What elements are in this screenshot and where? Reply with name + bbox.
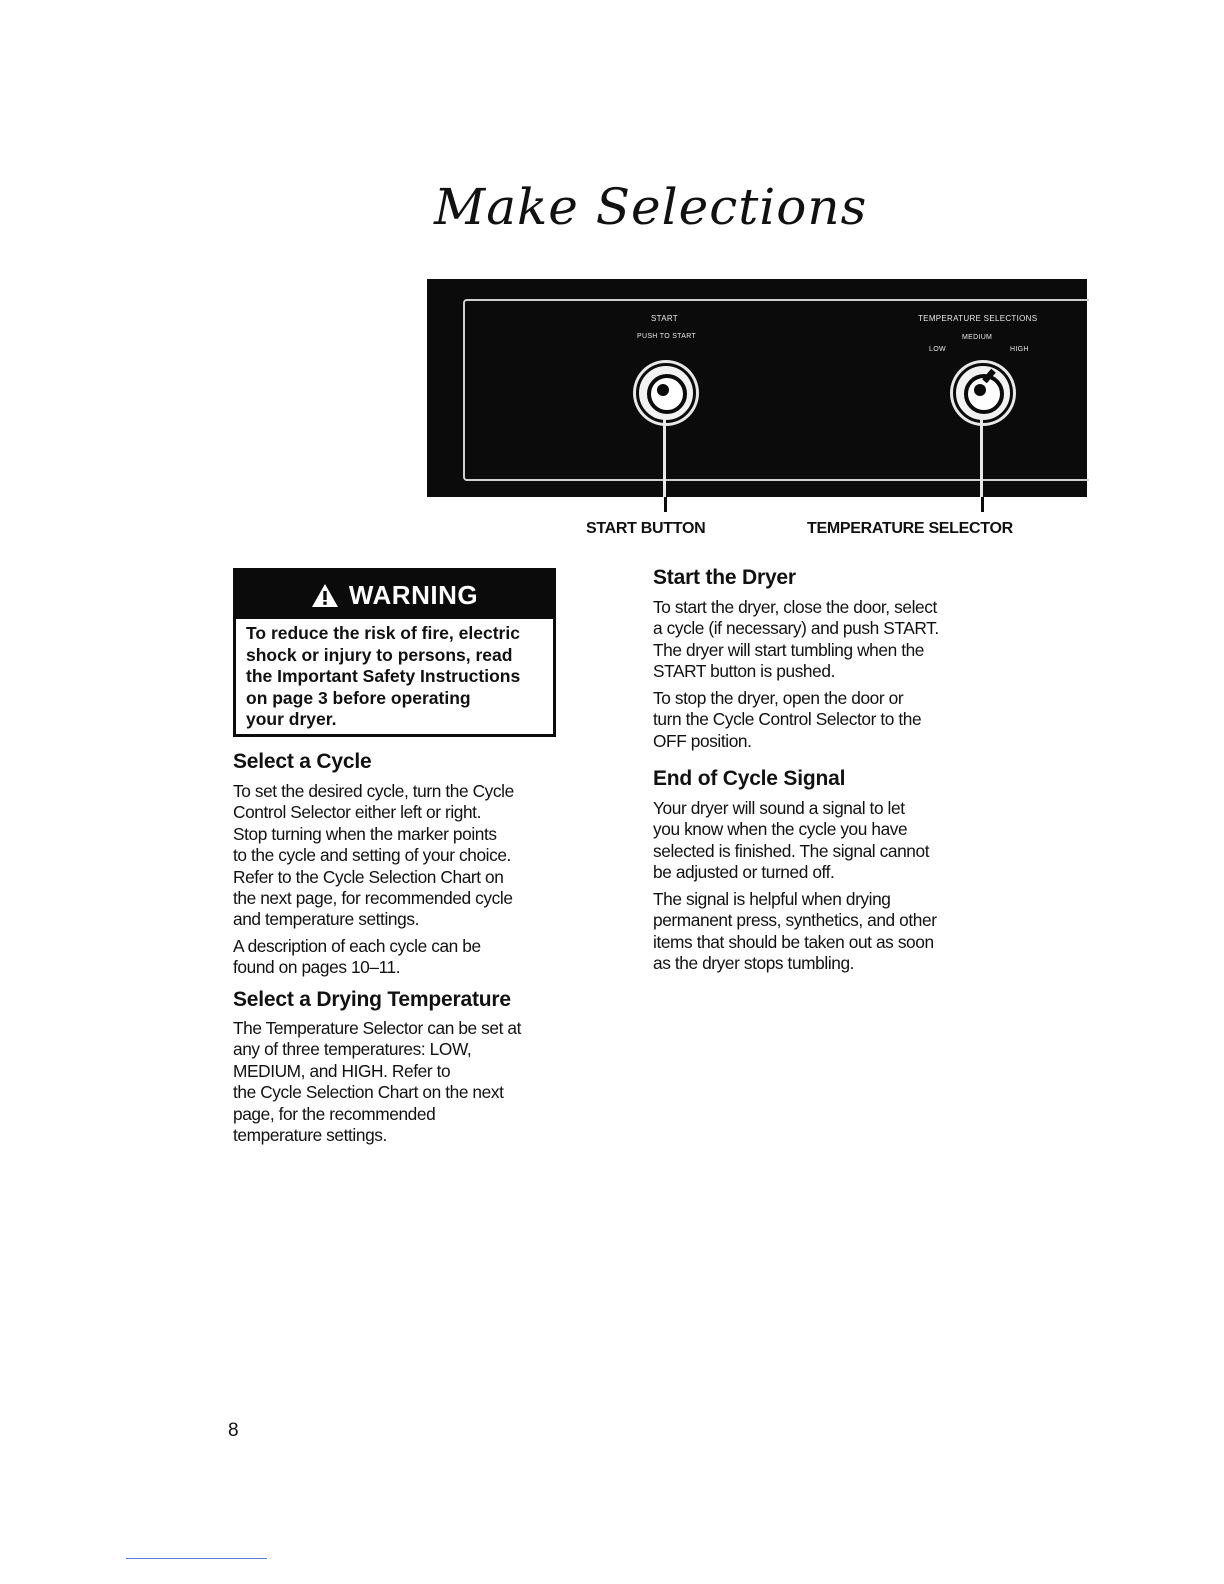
start-dryer-paragraph-2 (653, 688, 921, 752)
text-line: any of three temperatures: LOW, (233, 1039, 472, 1060)
drying-temperature-paragraph (233, 1018, 521, 1146)
page-title: Make Selections (434, 178, 868, 236)
text-line: Your dryer will sound a signal to let (653, 798, 905, 818)
text-line: The signal is helpful when drying (653, 889, 891, 909)
select-cycle-heading: Select a Cycle (233, 750, 372, 773)
temperature-knob-core (974, 384, 986, 396)
text-line: to the cycle and setting of your choice. (233, 845, 511, 866)
drying-temperature-heading: Select a Drying Temperature (233, 988, 511, 1011)
start-leader-line (663, 419, 666, 497)
text-line: turn the Cycle Control Selector to the (653, 709, 922, 730)
warning-triangle-icon (311, 583, 339, 608)
panel-high-label: HIGH (1010, 346, 1029, 353)
footer-rule (126, 1558, 267, 1559)
text-line: you know when the cycle you have (653, 819, 908, 840)
text-line: and temperature settings. (233, 909, 419, 930)
panel-low-label: LOW (929, 346, 946, 353)
temperature-knob (953, 363, 1013, 423)
text-line: Stop turning when the marker points (233, 823, 497, 844)
start-dryer-paragraph-1 (653, 597, 939, 683)
text-line: the Cycle Selection Chart on the next (233, 1082, 504, 1103)
text-line: A description of each cycle can be (233, 936, 481, 956)
start-knob-ring (647, 374, 687, 414)
text-line: found on pages 10–11. (233, 957, 401, 978)
warning-line: the Important Safety Instructions (246, 666, 521, 686)
panel-start-label: START (651, 314, 678, 323)
text-line: permanent press, synthetics, and other (653, 910, 937, 931)
text-line: MEDIUM, and HIGH. Refer to (233, 1060, 451, 1081)
end-signal-heading: End of Cycle Signal (653, 767, 846, 790)
text-line: START button is pushed. (653, 661, 835, 682)
text-line: Refer to the Cycle Selection Chart on (233, 866, 504, 887)
select-cycle-paragraph-1 (233, 781, 514, 931)
warning-header (236, 571, 553, 619)
text-line: be adjusted or turned off. (653, 862, 835, 883)
text-line: a cycle (if necessary) and push START. (653, 618, 939, 639)
text-line: To stop the dryer, open the door or (653, 688, 904, 708)
temperature-leader-tail (981, 497, 984, 512)
panel-push-label: PUSH TO START (637, 333, 697, 340)
start-knob-core (657, 384, 669, 396)
start-button-callout: START BUTTON (586, 520, 706, 537)
start-dryer-heading: Start the Dryer (653, 566, 796, 589)
text-line: The dryer will start tumbling when the (653, 639, 925, 660)
text-line: OFF position. (653, 730, 752, 751)
warning-line: your dryer. (246, 709, 337, 729)
temperature-selector-callout: TEMPERATURE SELECTOR (807, 520, 1013, 537)
text-line: Control Selector either left or right. (233, 802, 481, 823)
end-signal-paragraph-2 (653, 889, 937, 975)
start-leader-tail (664, 497, 667, 512)
control-panel-illustration (427, 279, 1087, 497)
text-line: page, for the recommended (233, 1103, 436, 1124)
warning-title: WARNING (348, 579, 479, 610)
temperature-leader-line (980, 419, 983, 497)
panel-medium-label: MEDIUM (962, 334, 993, 341)
text-line: To start the dryer, close the door, select (653, 597, 937, 617)
text-line: To set the desired cycle, turn the Cycle (233, 781, 514, 801)
text-line: temperature settings. (233, 1125, 387, 1146)
page-number: 8 (228, 1420, 239, 1441)
select-cycle-paragraph-2 (233, 936, 481, 979)
warning-line: shock or injury to persons, read (246, 644, 513, 665)
start-knob (636, 363, 696, 423)
panel-temperature-label: TEMPERATURE SELECTIONS (918, 314, 1038, 323)
text-line: the next page, for recommended cycle (233, 888, 513, 909)
warning-line: on page 3 before operating (246, 687, 471, 708)
warning-box (233, 568, 556, 737)
warning-line: To reduce the risk of fire, electric (246, 623, 520, 643)
text-line: selected is finished. The signal cannot (653, 840, 930, 861)
text-line: The Temperature Selector can be set at (233, 1018, 522, 1038)
text-line: as the dryer stops tumbling. (653, 953, 855, 974)
text-line: items that should be taken out as soon (653, 931, 934, 952)
warning-text (246, 623, 545, 731)
end-signal-paragraph-1 (653, 798, 929, 884)
